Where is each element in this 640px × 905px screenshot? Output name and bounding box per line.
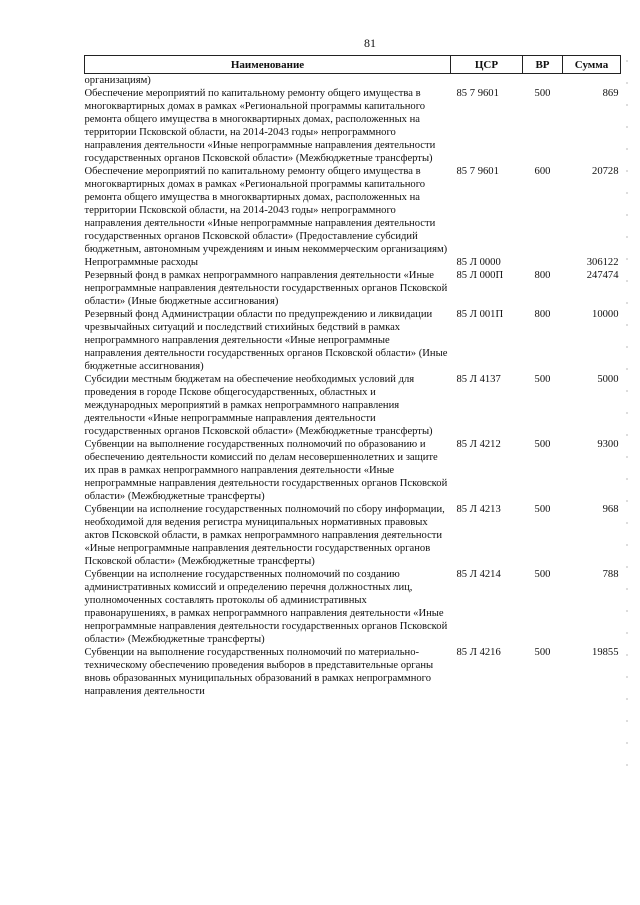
name-cell: Субвенции на исполнение государственных полномочий по созданию административных комиссий и определению перечня должностных лиц, уполномоченных составлять протоколы об административных правонарушениях, в рамках непрограммного направления деятельности «Иные непрограммные направления деятельности государственных органов Псковской области» (Межбюджетные трансферты) (84, 569, 448, 645)
vr-cell: 500 (534, 504, 551, 515)
table-row (85, 308, 621, 373)
vr-cell: 500 (534, 374, 551, 385)
csr-cell: 85 Л 4216 (456, 647, 501, 658)
table-row (85, 87, 621, 165)
csr-cell: 85 Л 000П (456, 270, 504, 281)
scan-artifact (626, 60, 628, 780)
name-cell: Субвенции на выполнение государственных полномочий по материально-техническому обеспечению проведения выборов в представительные органы вновь образованных муниципальных образований в рамках непрограммного направления деятельности (84, 647, 434, 697)
sum-cell (563, 74, 621, 88)
name-cell: Субвенции на исполнение государственных полномочий по сбору информации, необходимой для ведения регистра муниципальных нормативных правовых актов Псковской области, в рамках непрограммного направления деятельности «Иные непрограммные направления деятельности государственных органов Псковской области» (Межбюджетные трансферты) (84, 504, 445, 567)
table-row (85, 373, 621, 438)
csr-cell: 85 7 9601 (456, 166, 499, 177)
csr-cell: 85 Л 4212 (456, 439, 501, 450)
name-cell: Обеспечение мероприятий по капитальному ремонту общего имущества в многоквартирных домах в рамках «Региональной программы капитального ремонта общего имущества в многоквартирных домах, расположенных на территории Псковской области, на 2014-2043 годы» непрограммного направления деятельности «Иные непрограммные направления деятельности государственных органов Псковской области» (Предоставление субсидий бюджетным, автономным учреждениям и иным некоммерческим организациям) (84, 166, 448, 255)
header-vr: ВР (523, 56, 563, 74)
vr-cell: 500 (534, 569, 551, 580)
sum-cell: 869 (602, 88, 619, 99)
vr-cell (523, 256, 563, 269)
csr-cell: 85 Л 001П (456, 309, 504, 320)
header-csr: ЦСР (451, 56, 523, 74)
name-cell: Непрограммные расходы (84, 257, 198, 268)
csr-cell: 85 Л 0000 (456, 257, 501, 268)
name-cell: Резервный фонд Администрации области по предупреждению и ликвидации чрезвычайных ситуаций и последствий стихийных бедствий в рамках непрограммного направления деятельности «Иные непрограммные направления деятельности государственных органов Псковской области» (Иные бюджетные ассигнования) (84, 309, 448, 372)
vr-cell: 800 (534, 309, 551, 320)
sum-cell: 5000 (597, 374, 619, 385)
table-row (85, 503, 621, 568)
vr-cell: 800 (534, 270, 551, 281)
sum-cell: 306122 (586, 257, 619, 268)
table-row (85, 438, 621, 503)
table-row (85, 646, 621, 698)
csr-cell: 85 Л 4213 (456, 504, 501, 515)
table-row (85, 74, 621, 88)
vr-cell: 600 (534, 166, 551, 177)
header-name: Наименование (85, 56, 451, 74)
table-body (85, 74, 621, 699)
name-cell: Субвенции на выполнение государственных полномочий по образованию и обеспечению деятельности комиссий по делам несовершеннолетних и защите их прав в рамках непрограммного направления деятельности «Иные непрограммные направления деятельности государственных органов Псковской области» (Межбюджетные трансферты) (84, 439, 448, 502)
table-header (85, 56, 621, 74)
vr-cell: 500 (534, 88, 551, 99)
sum-cell: 19855 (592, 647, 619, 658)
sum-cell: 20728 (592, 166, 619, 177)
sum-cell: 10000 (592, 309, 619, 320)
csr-cell (451, 74, 523, 88)
sum-cell: 788 (602, 569, 619, 580)
name-cell: Субсидии местным бюджетам на обеспечение необходимых условий для проведения в городе Пскове общегосударственных, областных и международных мероприятий в рамках непрограммного направления деятельности «Иные непрограммные направления деятельности государственных органов Псковской области» (Межбюджетные трансферты) (84, 374, 433, 437)
name-cell: Резервный фонд в рамках непрограммного направления деятельности «Иные непрограммные направления деятельности государственных органов Псковской области» (Иные бюджетные ассигнования) (84, 270, 448, 307)
table-row (85, 568, 621, 646)
table-row (85, 165, 621, 256)
name-cell: организациям) (84, 75, 151, 86)
page-number: 81 (364, 36, 376, 50)
budget-table (84, 55, 621, 698)
csr-cell: 85 Л 4137 (456, 374, 501, 385)
name-cell: Обеспечение мероприятий по капитальному ремонту общего имущества в многоквартирных домах в рамках «Региональной программы капитального ремонта общего имущества в многоквартирных домах, расположенных на территории Псковской области, на 2014-2043 годы» непрограммного направления деятельности «Иные непрограммные направления деятельности государственных органов Псковской области» (Межбюджетные трансферты) (84, 88, 436, 164)
table-row (85, 269, 621, 308)
sum-cell: 9300 (597, 439, 619, 450)
sum-cell: 968 (602, 504, 619, 515)
csr-cell: 85 7 9601 (456, 88, 499, 99)
vr-cell (523, 74, 563, 88)
vr-cell: 500 (534, 439, 551, 450)
table-row (85, 256, 621, 269)
vr-cell: 500 (534, 647, 551, 658)
csr-cell: 85 Л 4214 (456, 569, 501, 580)
header-sum: Сумма (563, 56, 621, 74)
sum-cell: 247474 (586, 270, 619, 281)
budget-table-container (84, 55, 620, 698)
